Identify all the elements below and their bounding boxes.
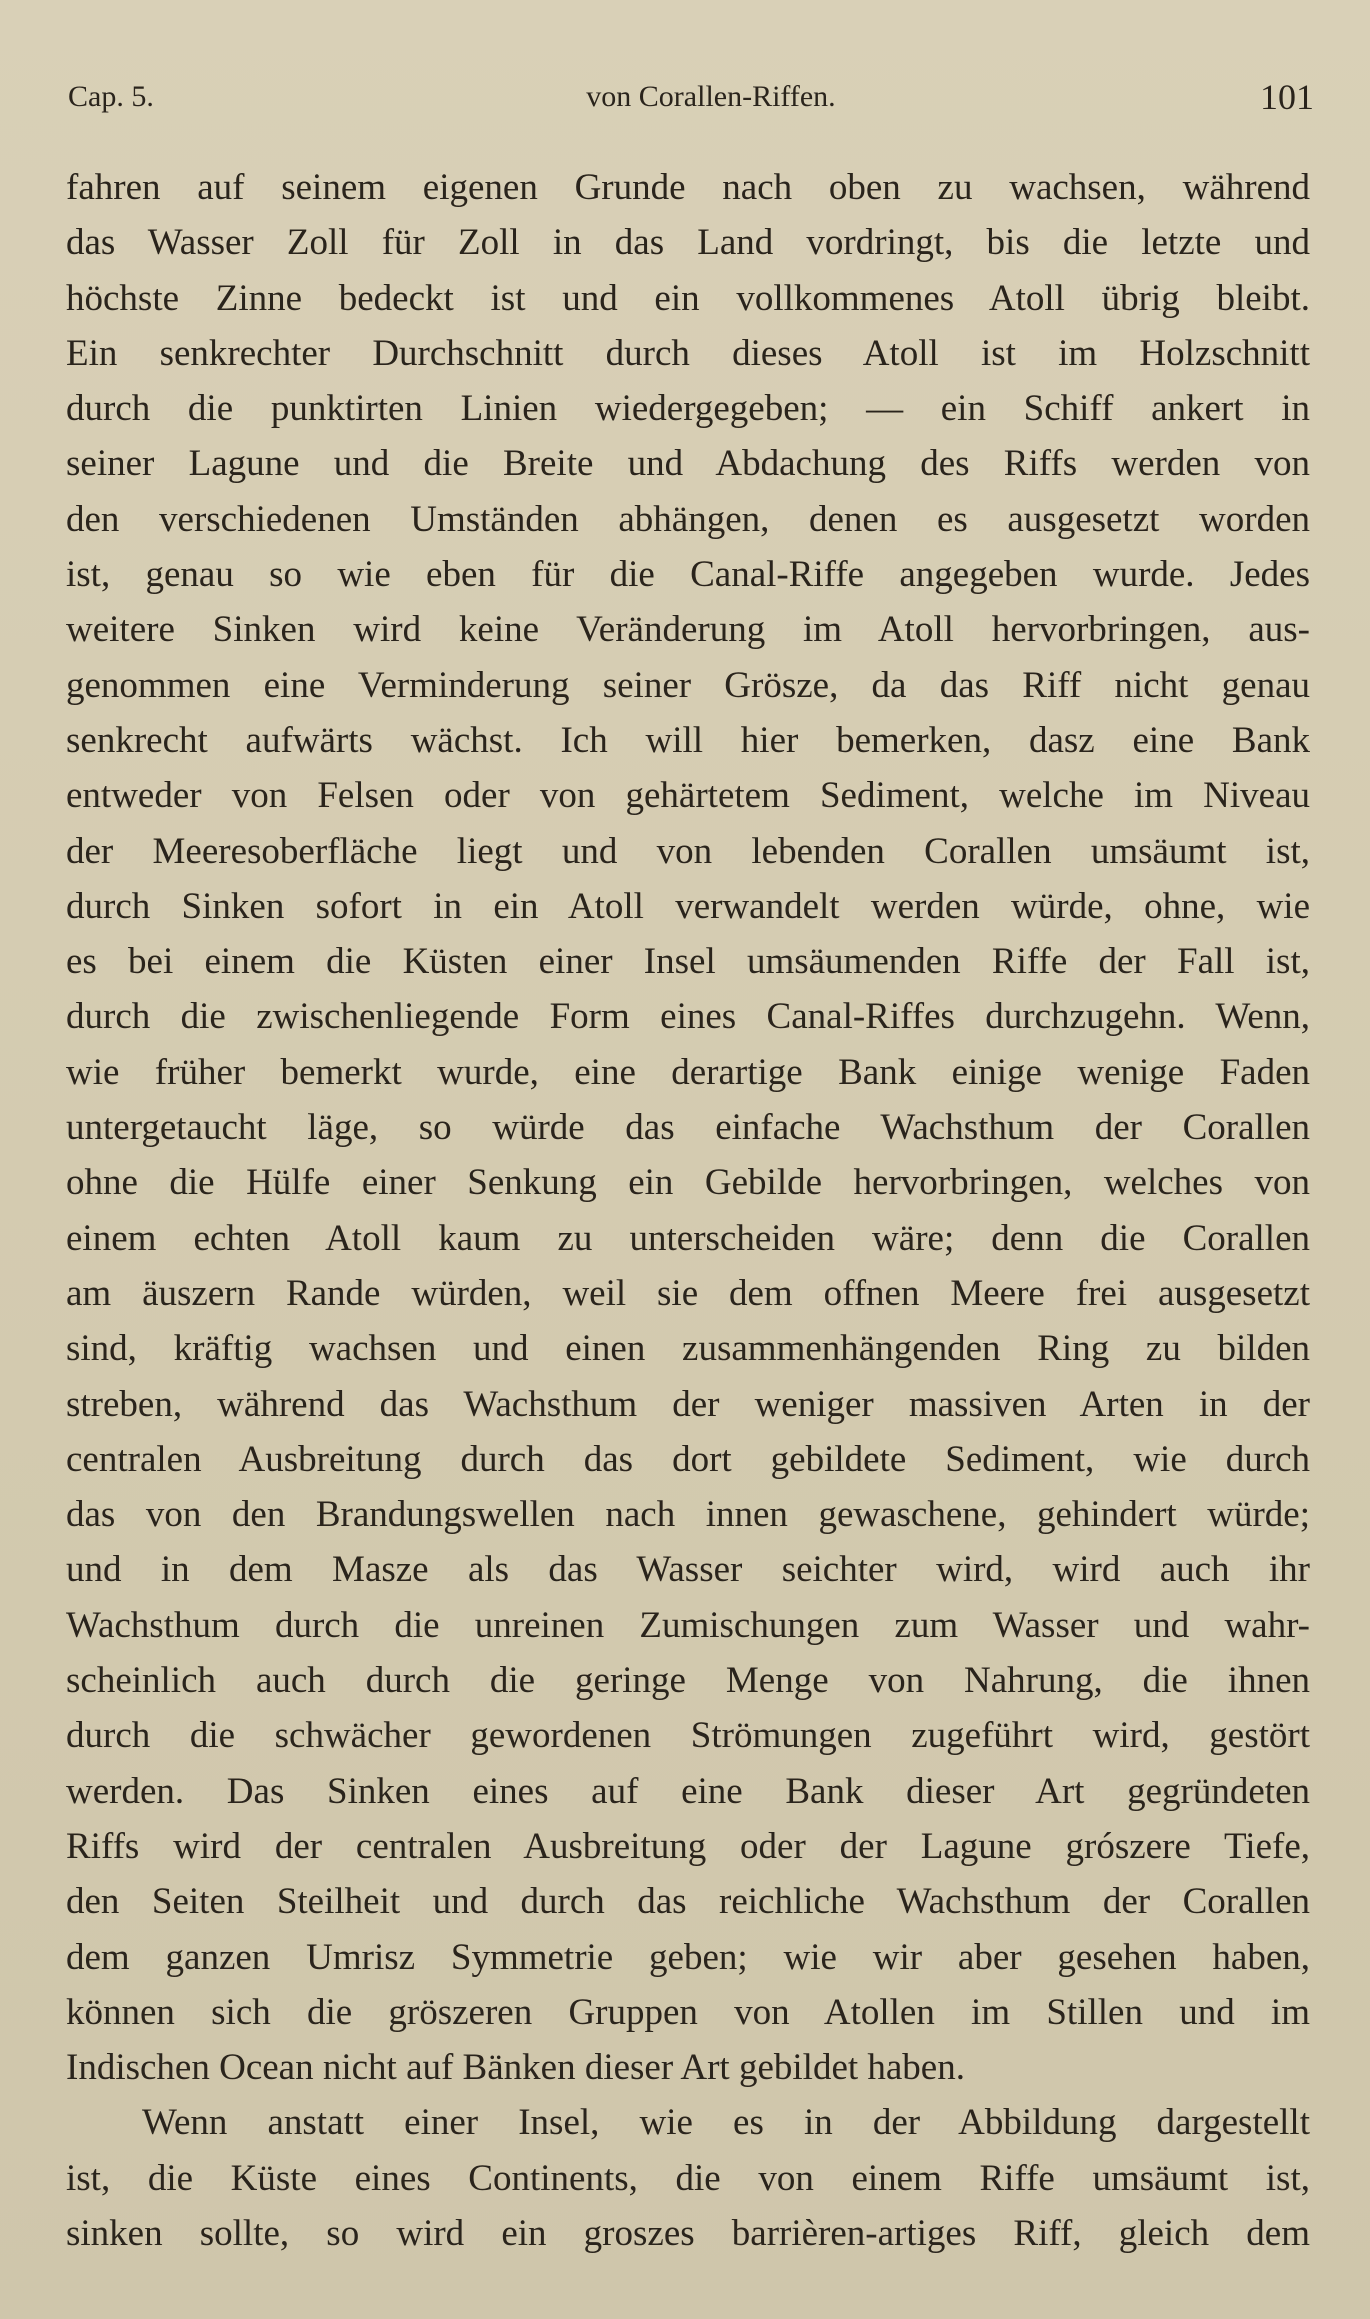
page-number: 101 xyxy=(1260,77,1314,117)
text-line: werden. Das Sinken eines auf eine Bank dieser Art gegründeten xyxy=(66,1770,1310,1812)
text-line: das Wasser Zoll für Zoll in das Land vordringt, bis die letzte und xyxy=(66,222,1310,264)
text-line: einem echten Atoll kaum zu unterscheiden wäre; denn die Corallen xyxy=(66,1217,1310,1259)
text-line: durch die punktirten Linien wiedergegeben; — ein Schiff ankert in xyxy=(66,388,1310,430)
text-line: streben, während das Wachsthum der weniger massiven Arten in der xyxy=(66,1383,1310,1425)
text-line: dem ganzen Umrisz Symmetrie geben; wie wir aber gesehen haben, xyxy=(66,1936,1310,1978)
text-line: weitere Sinken wird keine Veränderung im Atoll hervorbringen, aus- xyxy=(66,609,1310,651)
running-title: von Corallen-Riffen. xyxy=(586,80,836,113)
text-line: durch die zwischenliegende Form eines Canal-Riffes durchzugehn. Wenn, xyxy=(66,996,1310,1038)
body-text xyxy=(66,160,1310,2261)
text-line: seiner Lagune und die Breite und Abdachung des Riffs werden von xyxy=(66,443,1310,485)
text-line: das von den Brandungswellen nach innen gewaschene, gehindert würde; xyxy=(66,1494,1310,1536)
text-line: es bei einem die Küsten einer Insel umsäumenden Riffe der Fall ist, xyxy=(66,941,1310,983)
text-line: entweder von Felsen oder von gehärtetem Sediment, welche im Niveau xyxy=(66,775,1310,817)
paragraph-start-line: Wenn anstatt einer Insel, wie es in der Abbildung dargestellt xyxy=(142,2102,1310,2144)
text-line: ist, genau so wie eben für die Canal-Riffe angegeben wurde. Jedes xyxy=(66,554,1310,596)
text-line: untergetaucht läge, so würde das einfache Wachsthum der Corallen xyxy=(66,1107,1310,1149)
chapter-label: Cap. 5. xyxy=(68,80,154,113)
text-line: sinken sollte, so wird ein groszes barrièren-artiges Riff, gleich dem xyxy=(66,2212,1310,2254)
text-line: Wachsthum durch die unreinen Zumischungen zum Wasser und wahr- xyxy=(66,1604,1310,1646)
paragraph-end-line: Indischen Ocean nicht auf Bänken dieser Art gebildet haben. xyxy=(66,2047,965,2089)
text-line: durch Sinken sofort in ein Atoll verwandelt werden würde, ohne, wie xyxy=(66,885,1310,927)
text-line: der Meeresoberfläche liegt und von lebenden Corallen umsäumt ist, xyxy=(66,830,1310,872)
text-line: ist, die Küste eines Continents, die von einem Riffe umsäumt ist, xyxy=(66,2157,1310,2199)
running-header xyxy=(68,72,1314,122)
text-line: können sich die gröszeren Gruppen von Atollen im Stillen und im xyxy=(66,1991,1310,2033)
text-line: Riffs wird der centralen Ausbreitung oder der Lagune grószere Tiefe, xyxy=(66,1825,1310,1867)
text-line: senkrecht aufwärts wächst. Ich will hier bemerken, dasz eine Bank xyxy=(66,719,1310,761)
text-line: durch die schwächer gewordenen Strömungen zugeführt wird, gestört xyxy=(66,1715,1310,1757)
text-line: ohne die Hülfe einer Senkung ein Gebilde hervorbringen, welches von xyxy=(66,1162,1310,1204)
text-line: wie früher bemerkt wurde, eine derartige Bank einige wenige Faden xyxy=(66,1051,1310,1093)
text-line: und in dem Masze als das Wasser seichter wird, wird auch ihr xyxy=(66,1549,1310,1591)
text-line: sind, kräftig wachsen und einen zusammenhängenden Ring zu bilden xyxy=(66,1328,1310,1370)
text-line: genommen eine Verminderung seiner Grösze, da das Riff nicht genau xyxy=(66,664,1310,706)
text-line: am äuszern Rande würden, weil sie dem offnen Meere frei ausgesetzt xyxy=(66,1272,1310,1314)
text-line: den Seiten Steilheit und durch das reichliche Wachsthum der Corallen xyxy=(66,1881,1310,1923)
text-line: centralen Ausbreitung durch das dort gebildete Sediment, wie durch xyxy=(66,1438,1310,1480)
text-line: scheinlich auch durch die geringe Menge von Nahrung, die ihnen xyxy=(66,1660,1310,1702)
text-line: Ein senkrechter Durchschnitt durch dieses Atoll ist im Holzschnitt xyxy=(66,332,1310,374)
text-line: fahren auf seinem eigenen Grunde nach oben zu wachsen, während xyxy=(66,167,1310,208)
text-line: höchste Zinne bedeckt ist und ein vollkommenes Atoll übrig bleibt. xyxy=(66,277,1310,319)
text-line: den verschiedenen Umständen abhängen, denen es ausgesetzt worden xyxy=(66,498,1310,540)
